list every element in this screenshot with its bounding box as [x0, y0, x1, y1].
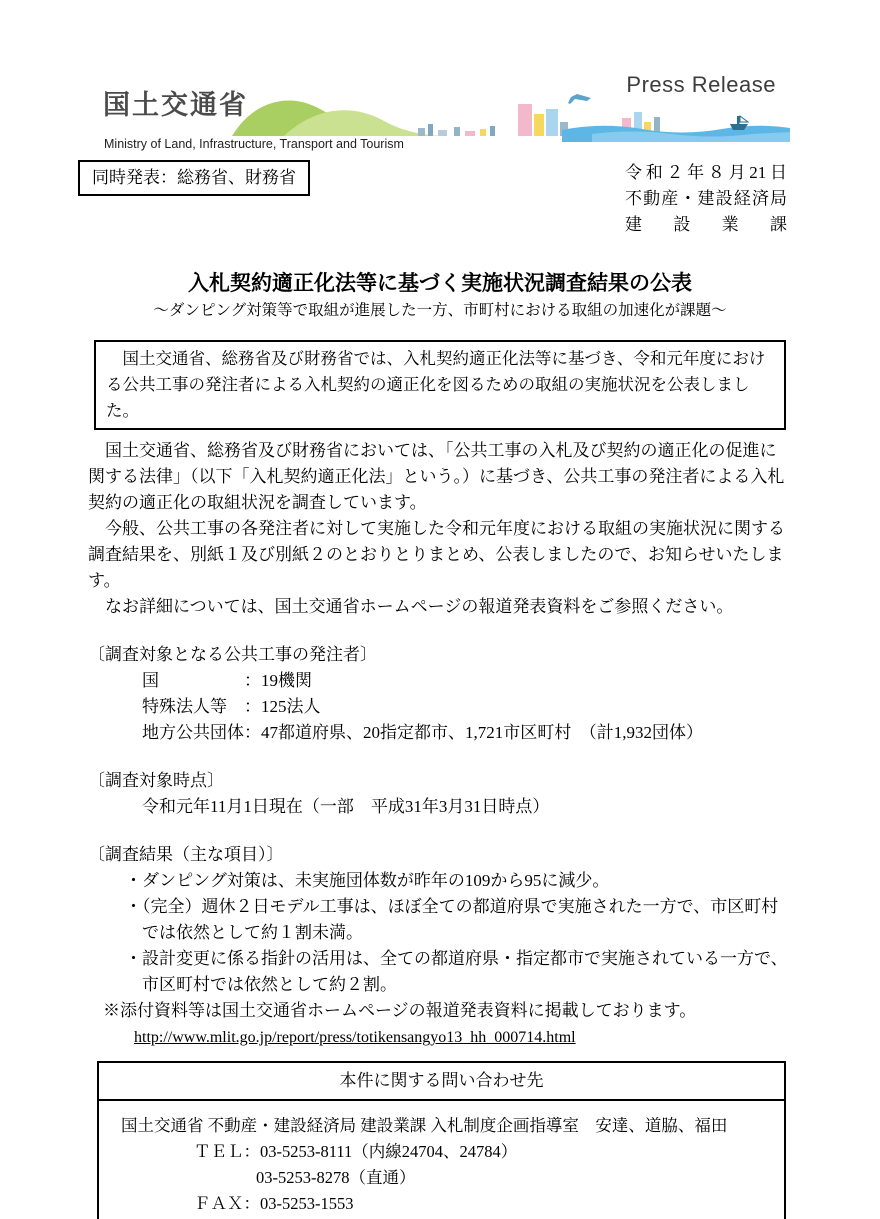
section-item: 国 ：19機関 [142, 671, 312, 690]
body-paragraph: 国土交通省、総務省及び財務省においては、「公共工事の入札及び契約の適正化の促進に関する法律」（以下「入札契約適正化法」という。）に基づき、公共工事の発注者による入札契約の適正化の取組状況を調査しています。 [88, 441, 785, 512]
division-name: 建 設 業 課 [625, 215, 787, 234]
press-release-link[interactable]: http://www.mlit.go.jp/report/press/totikensangyo13_hh_000714.html [134, 1029, 576, 1046]
contact-department-line: 国土交通省 不動産・建設経済局 建設業課 入札制度企画指導室 安達、道脇、福田 [121, 1116, 728, 1135]
bureau-name: 不動産・建設経済局 [625, 189, 787, 208]
section-heading: 〔調査対象時点〕 [88, 771, 224, 790]
bullet-item: ・設計変更に係る指針の活用は、全ての都道府県・指定都市で実施されている一方で、市区町村では依然として約２割。 [125, 949, 788, 994]
document-body [0, 438, 880, 620]
body-paragraph: なお詳細については、国土交通省ホームページの報道発表資料をご参照ください。 [88, 597, 734, 616]
press-link-line [0, 1024, 880, 1051]
contact-fax-line: ＦＡＸ：03-5253-1553 [194, 1194, 354, 1213]
ministry-logo-text: 国土交通省 [103, 90, 248, 120]
contact-box-body [99, 1101, 784, 1219]
contact-box-title: 本件に関する問い合わせ先 [99, 1063, 784, 1101]
summary-box: 国土交通省、総務省及び財務省では、入札契約適正化法等に基づき、令和元年度における公共工事の発注者による入札契約の適正化を図るための取組の実施状況を公表しました。 [94, 340, 786, 430]
section-survey-targets [0, 642, 880, 746]
press-release-label: Press Release [626, 72, 776, 97]
page-header [0, 0, 880, 152]
release-meta [625, 160, 787, 238]
document-subtitle: ～ダンピング対策等で取組が進展した一方、市町村における取組の加速化が課題～ [153, 302, 727, 319]
joint-release-box: 同時発表：総務省、財務省 [78, 160, 310, 196]
contact-tel-line: ＴＥＬ：03-5253-8111（内線24704、24784） [194, 1142, 518, 1161]
section-item: 地方公共団体：47都道府県、20指定都市、1,721市区町村 （計1,932団体） [142, 723, 703, 742]
release-info-row [0, 160, 880, 238]
section-heading: 〔調査結果（主な項目）〕 [88, 845, 284, 864]
release-date: 令和２年８月21日 [625, 163, 787, 182]
body-paragraph: 今般、公共工事の各発注者に対して実施した令和元年度における取組の実施状況に関する調査結果を、別紙１及び別紙２のとおりとりまとめ、公表しましたので、お知らせいたします。 [88, 519, 785, 590]
bullet-item: ・（完全）週休２日モデル工事は、ほぼ全ての都道府県で実施された一方で、市区町村では依然として約１割未満。 [125, 897, 779, 942]
attachment-note: ※添付資料等は国土交通省ホームページの報道発表資料に掲載しております。 [103, 1001, 697, 1020]
contact-tel2-line: 03-5253-8278（直通） [256, 1168, 416, 1187]
section-item: 令和元年11月1日現在（一部 平成31年3月31日時点） [142, 797, 550, 816]
ministry-name-english: Ministry of Land, Infrastructure, Transport and Tourism [104, 137, 404, 151]
contact-box [97, 1061, 786, 1219]
document-title: 入札契約適正化法等に基づく実施状況調査結果の公表 [188, 271, 692, 295]
section-survey-results [0, 842, 880, 998]
section-survey-date [0, 768, 880, 820]
section-heading: 〔調査対象となる公共工事の発注者〕 [88, 645, 377, 664]
section-item: 特殊法人等 ：125法人 [142, 697, 321, 716]
bullet-item: ・ダンピング対策は、未実施団体数が昨年の109から95に減少。 [125, 871, 610, 890]
